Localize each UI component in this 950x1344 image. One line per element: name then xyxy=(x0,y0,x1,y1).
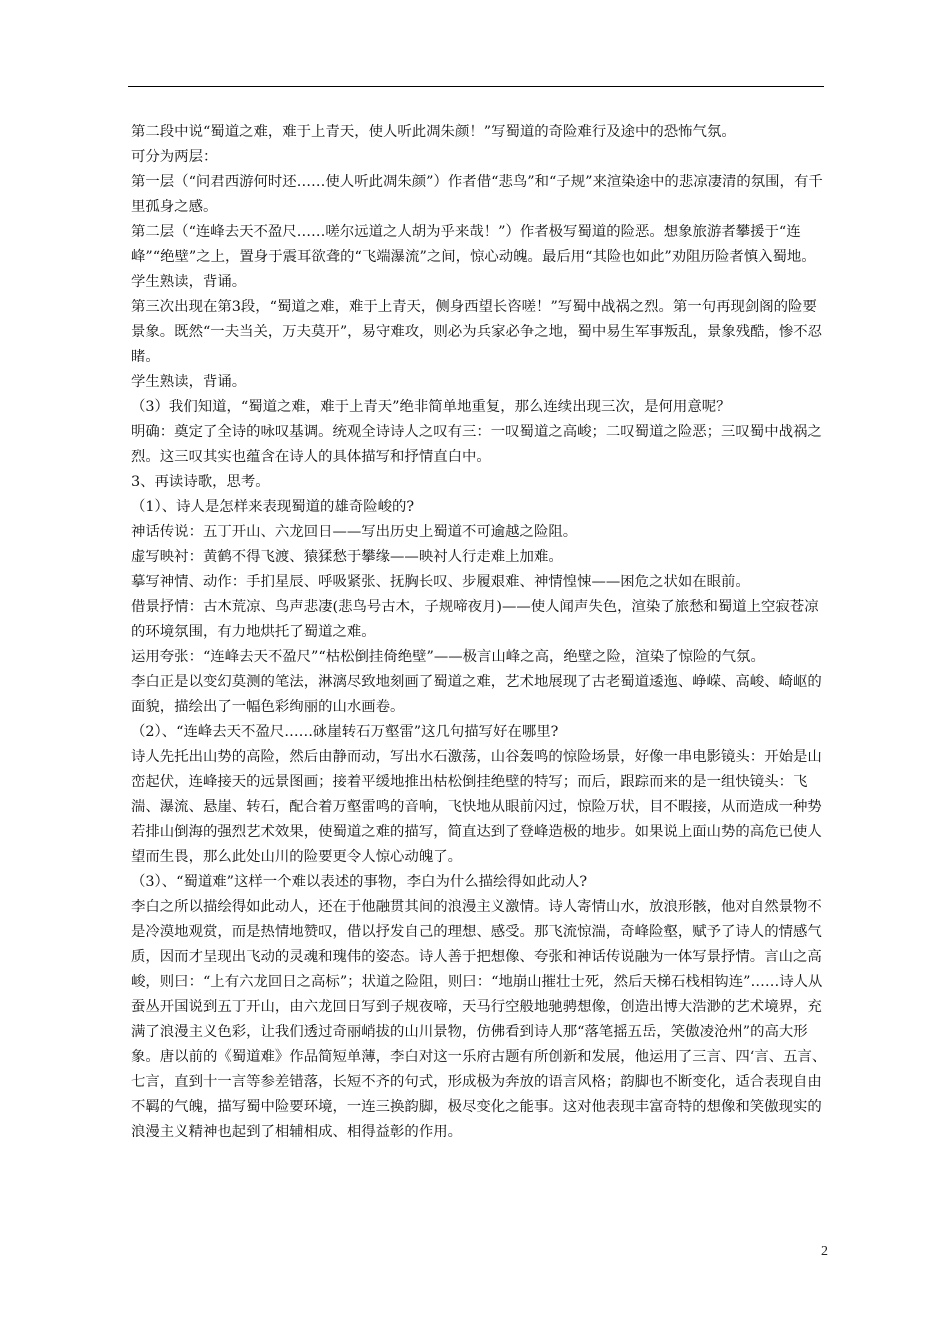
paragraph: 第二层（“连峰去天不盈尺……嗟尔远道之人胡为乎来哉！”）作者极写蜀道的险恶。想象旅游者攀援于“连峰”“绝壁”之上，置身于震耳欲聋的“飞端瀑流”之间，惊心动魄。最后用“其险也如此”劝阻历险者慎入蜀地。 xyxy=(131,224,816,265)
paragraph: 诗人先托出山势的高险，然后由静而动，写出水石激荡，山谷轰鸣的惊险场景，好像一串电影镜头：开始是山峦起伏，连峰接天的远景图画；接着平缓地推出枯松倒挂绝壁的特写；而后，跟踪而来的是一组快镜头：飞湍、瀑流、悬崖、转石，配合着万壑雷鸣的音响，飞快地从眼前闪过，惊险万状，目不暇接，从而造成一种势若排山倒海的强烈艺术效果，使蜀道之难的描写，简直达到了登峰造极的地步。如果说上面山势的高危已使人望而生畏，那么此处山川的险要更令人惊心动魄了。 xyxy=(131,749,822,865)
paragraph: （3）我们知道，“蜀道之难，难于上青天”绝非简单地重复，那么连续出现三次，是何用意呢？ xyxy=(131,399,731,415)
paragraph: 第一层（“问君西游何时还……使人听此凋朱颜”）作者借“悲鸟”和“子规”来渲染途中的悲凉凄清的氛围，有千里孤身之感。 xyxy=(131,174,823,215)
paragraph: 借景抒情：古木荒凉、鸟声悲凄(悲鸟号古木，子规啼夜月)——使人闻声失色，渲染了旅愁和蜀道上空寂苍凉的环境氛围，有力地烘托了蜀道之难。 xyxy=(131,599,819,640)
paragraph: 学生熟读，背诵。 xyxy=(131,374,247,390)
paragraph: 神话传说：五丁开山、六龙回日——写出历史上蜀道不可逾越之险阻。 xyxy=(131,524,578,540)
section-heading: 3、再读诗歌，思考。 xyxy=(131,474,270,490)
paragraph: 摹写神情、动作：手扪星辰、呼吸紧张、抚胸长叹、步履艰难、神情惶悚——困危之状如在眼前。 xyxy=(131,574,750,590)
paragraph: 运用夸张：“连峰去天不盈尺”“枯松倒挂倚绝壁”——极言山峰之高，绝壁之险，渲染了惊险的气氛。 xyxy=(131,649,765,665)
paragraph: 李白正是以变幻莫测的笔法，淋漓尽致地刻画了蜀道之难，艺术地展现了古老蜀道逶迤、峥嵘、高峻、崎岖的面貌，描绘出了一幅色彩绚丽的山水画卷。 xyxy=(131,674,822,715)
paragraph: 第二段中说“蜀道之难，难于上青天，使人听此凋朱颜！”写蜀道的奇险难行及途中的恐怖气氛。 xyxy=(131,124,736,140)
question: （3）、“蜀道难”这样一个难以表述的事物，李白为什么描绘得如此动人? xyxy=(131,874,588,890)
paragraph: 学生熟读，背诵。 xyxy=(131,274,247,290)
paragraph: 可分为两层： xyxy=(131,149,218,165)
page-number: 2 xyxy=(821,1244,828,1259)
paragraph: 虚写映衬：黄鹤不得飞渡、猿猱愁于攀缘——映衬人行走难上加难。 xyxy=(131,549,563,565)
question: （2）、“连峰去天不盈尺……砯崖转石万壑雷”这几句描写好在哪里? xyxy=(131,724,559,740)
question: （1）、诗人是怎样来表现蜀道的雄奇险峻的? xyxy=(131,499,415,515)
paragraph: 明确：奠定了全诗的咏叹基调。统观全诗诗人之叹有三：一叹蜀道之高峻；二叹蜀道之险恶；三叹蜀中战祸之烈。这三叹其实也蕴含在诗人的具体描写和抒情直白中。 xyxy=(131,424,822,465)
header-rule xyxy=(128,86,824,87)
paragraph: 第三次出现在第3段，“蜀道之难，难于上青天，侧身西望长咨嗟！”写蜀中战祸之烈。第一句再现剑阁的险要景象。既然“一夫当关，万夫莫开”，易守难攻，则必为兵家必争之地，蜀中易生军事叛乱，景象残酷，惨不忍睹。 xyxy=(131,299,823,365)
paragraph: 李白之所以描绘得如此动人，还在于他融贯其间的浪漫主义激情。诗人寄情山水，放浪形骸，他对自然景物不是冷漠地观赏，而是热情地赞叹，借以抒发自己的理想、感受。那飞流惊湍，奇峰险壑，赋予了诗人的情感气质，因而才呈现出飞动的灵魂和瑰伟的姿态。诗人善于把想像、夸张和神话传说融为一体写景抒情。言山之高峻，则曰：“上有六龙回日之高标”；状道之险阻，则曰：“地崩山摧壮士死，然后天梯石栈相钩连”……诗人从蚕丛开国说到五丁开山，由六龙回日写到子规夜啼，天马行空般地驰骋想像，创造出博大浩渺的艺术境界，充满了浪漫主义色彩，让我们透过奇丽峭拔的山川景物，仿佛看到诗人那“落笔摇五岳，笑傲凌沧州”的高大形象。唐以前的《蜀道难》作品简短单薄，李白对这一乐府古题有所创新和发展，他运用了三言、四‘言、五言、七言，直到十一言等参差错落，长短不齐的句式，形成极为奔放的语言风格；韵脚也不断变化，适合表现自由不羁的气魄，描写蜀中险要环境，一连三换韵脚，极尽变化之能事。这对他表现丰富奇特的想像和笑傲现实的浪漫主义精神也起到了相辅相成、相得益彰的作用。 xyxy=(131,899,827,1140)
document-body xyxy=(131,120,831,1145)
